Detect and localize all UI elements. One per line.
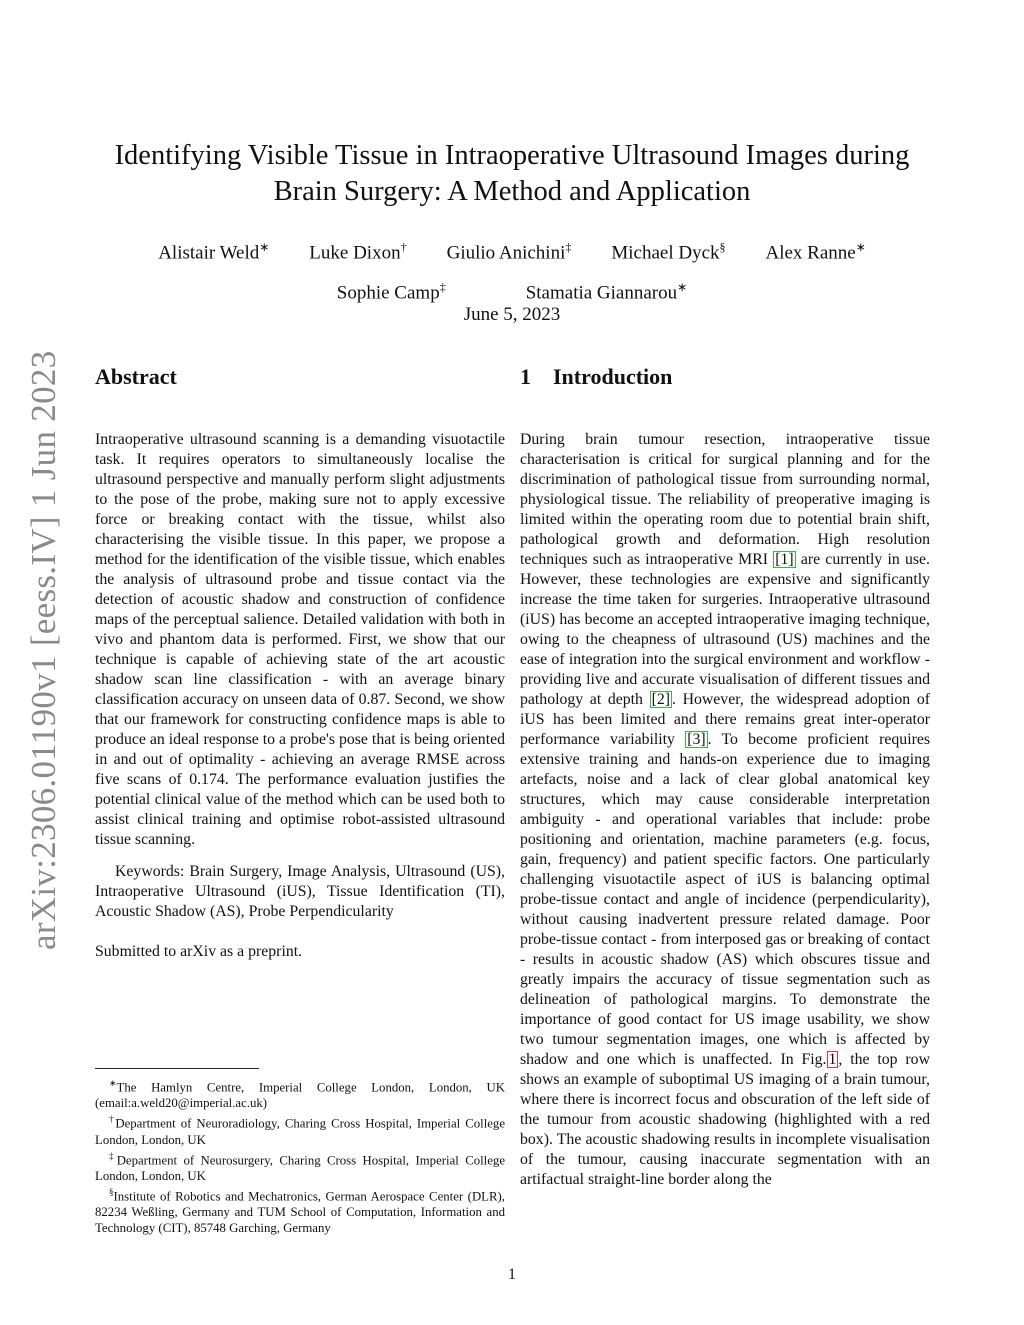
figure-link[interactable]: 1 bbox=[828, 1051, 837, 1068]
author: Stamatia Giannarou∗ bbox=[525, 280, 688, 304]
author-row-1 bbox=[90, 230, 934, 270]
keywords: Keywords: Brain Surgery, Image Analysis, Ultrasound (US), Intraoperative Ultrasound (iUS), Tissue Identification (TI), Acoustic Shadow (AS), Probe Perpendicularity bbox=[95, 863, 505, 920]
footnotes bbox=[95, 1068, 505, 1236]
submission-note: Submitted to arXiv as a preprint. bbox=[95, 943, 303, 960]
title-line-2: Brain Surgery: A Method and Application bbox=[273, 176, 751, 207]
citation-link[interactable]: [3] bbox=[687, 731, 706, 748]
footnote: ‡Department of Neurosurgery, Charing Cross Hospital, Imperial College London, London, UK bbox=[95, 1150, 505, 1183]
author: Alex Ranne∗ bbox=[765, 240, 866, 264]
footnote-rule bbox=[95, 1068, 259, 1069]
citation-link[interactable]: [1] bbox=[775, 551, 794, 568]
introduction-body: During brain tumour resection, intraoperative tissue characterisation is critical for surgical planning and for the discrimination of pathological tissue from surrounding normal, physiological tissue. The reliability of preoperative imaging is limited within the operating room due to potential brain shift, pathological growth and deformation. High resolution techniques such as intraoperative MRI [1] are currently in use. However, these technologies are expensive and significantly increase the time taken for surgeries. Intraoperative ultrasound (iUS) has become an accepted intraoperative imaging technique, owing to the cheapness of ultrasound (US) machines and the ease of integration into the surgical environment and workflow - providing live and accurate visualisation of different tissues and pathology at depth [2] . However, the widespread adoption of iUS has been limited and there remains great inter-operator performance variability [3] . To become proficient requires extensive training and hands-on experience due to imaging artefacts, noise and a lack of clear global anatomical key structures, which may cause considerable interpretation ambiguity - and operational variables that include: probe positioning and orientation, machine parameters (e.g. focus, gain, frequency) and patient specific factors. One particularly challenging visuotactile aspect of iUS is balancing optimal probe-tissue contact and angle of incidence (perpendicularity), without causing inadvertent pressure related damage. Poor probe-tissue contact - from interposed gas or breaking of contact - results in acoustic shadow (AS) which obscures tissue and greatly impairs the accuracy of tissue segmentation such as delineation of pathological margins. To demonstrate the importance of good contact for US image usability, we show two tumour segmentation images, one which is affected by shadow and one which is unaffected. In Fig. 1 , the top row shows an example of suboptimal US imaging of a brain tumour, where there is incorrect focus and obscuration of the left side of the tumour from acoustic shadowing (highlighted with a red box). The acoustic shadowing results in incomplete visualisation of the tumour, causing inaccurate segmentation with an artifactual straight-line border along the bbox=[520, 431, 930, 1188]
footnote: ∗The Hamlyn Centre, Imperial College London, London, UK (email:a.weld20@imperial.ac.uk) bbox=[95, 1078, 505, 1111]
abstract-body: Intraoperative ultrasound scanning is a demanding visuotactile task. It requires operators to simultaneously localise the ultrasound perspective and manually perform slight adjustments to the pose of the probe, making sure not to apply excessive force or breaking contact with the tissue, whilst also characterising the visible tissue. In this paper, we propose a method for the identification of the visible tissue, which enables the analysis of ultrasound probe and tissue contact via the detection of acoustic shadow and construction of confidence maps of the perceptual salience. Detailed validation with both in vivo and phantom data is performed. First, we show that our technique is capable of achieving state of the art acoustic shadow scan line classification - with an average binary classification accuracy on unseen data of 0.87. Second, we show that our framework for constructing confidence maps is able to produce an ideal response to a probe's pose that is being oriented in and out of optimality - achieving an average RMSE across five scans of 0.174. The performance evaluation justifies the potential clinical value of the method which can be used both to assist clinical training and optimise robot-assisted ultrasound tissue scanning. bbox=[95, 431, 505, 848]
left-column bbox=[95, 360, 505, 962]
author: Sophie Camp‡ bbox=[336, 280, 446, 304]
arxiv-identifier: arXiv:2306.01190v1 [eess.IV] 1 Jun 2023 bbox=[24, 350, 63, 950]
citation-link[interactable]: [2] bbox=[651, 691, 670, 708]
page-number: 1 bbox=[508, 1266, 516, 1283]
author: Michael Dyck§ bbox=[611, 240, 726, 264]
author-list bbox=[90, 230, 934, 311]
title-line-1: Identifying Visible Tissue in Intraoperative Ultrasound Images during bbox=[114, 140, 910, 171]
author: Luke Dixon† bbox=[309, 240, 407, 264]
author: Alistair Weld∗ bbox=[158, 240, 270, 264]
introduction-heading: 1 Introduction bbox=[520, 364, 673, 389]
paper-title bbox=[90, 138, 934, 210]
author: Giulio Anichini‡ bbox=[446, 240, 572, 264]
footnote: §Institute of Robotics and Mechatronics, German Aerospace Center (DLR), 82234 Weßling, Germany and TUM School of Computation, Information and Technology (CIT), 85748 Garching, Germany bbox=[95, 1186, 505, 1236]
publication-date: June 5, 2023 bbox=[463, 304, 561, 325]
right-column bbox=[520, 360, 930, 1190]
footnote: †Department of Neuroradiology, Charing Cross Hospital, Imperial College London, London, UK bbox=[95, 1114, 506, 1147]
abstract-heading: Abstract bbox=[95, 364, 177, 389]
